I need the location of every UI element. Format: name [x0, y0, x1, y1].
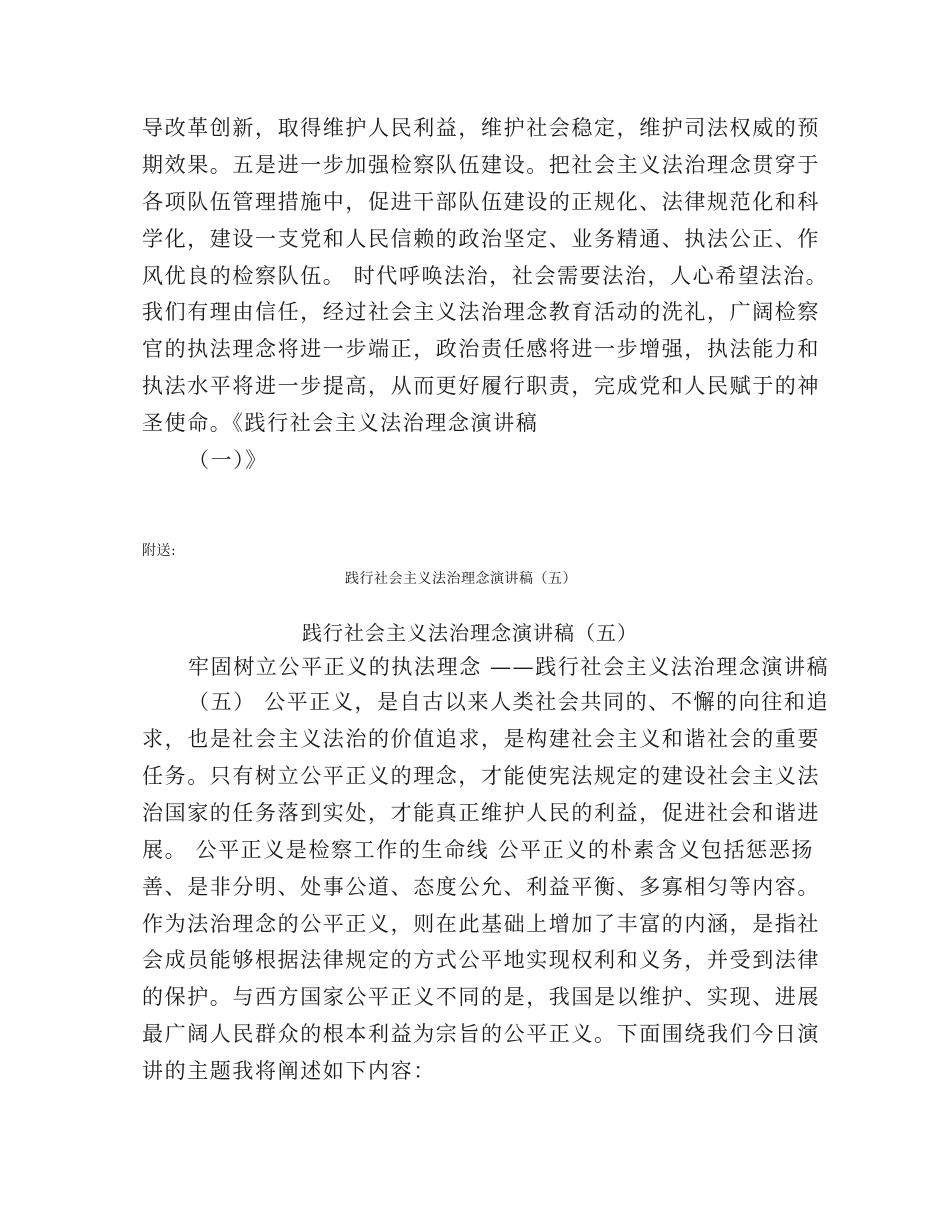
paragraph-line: 官的执法理念将进一步端正，政治责任感将进一步增强，执法能力和 — [142, 337, 820, 361]
paragraph-line: 我们有理由信任，经过社会主义法治理念教育活动的洗礼，广阔检察 — [142, 300, 820, 324]
paragraph-line: 期效果。五是进一步加强检察队伍建设。把社会主义法治理念贯穿于 — [142, 153, 820, 177]
paragraph-line: 任务。只有树立公平正义的理念，才能使宪法规定的建设社会主义法 — [142, 764, 820, 788]
paragraph-line: 讲的主题我将阐述如下内容： — [142, 1059, 436, 1083]
paragraph-line: （一）》 — [188, 448, 268, 472]
appendix-title: 践行社会主义法治理念演讲稿（五） — [302, 621, 638, 645]
paragraph-line: 执法水平将进一步提高，从而更好履行职责，完成党和人民赋于的神 — [142, 374, 820, 398]
paragraph-line: 牢固树立公平正义的执法理念 ——践行社会主义法治理念演讲稿 — [188, 655, 830, 679]
paragraph-line: 善、是非分明、处事公道、态度公允、利益平衡、多寡相匀等内容。 — [142, 875, 820, 899]
paragraph-line: （五） 公平正义，是自古以来人类社会共同的、不懈的向往和追 — [188, 690, 830, 714]
paragraph-line: 导改革创新，取得维护人民利益，维护社会稳定，维护司法权威的预 — [142, 116, 820, 140]
paragraph-line: 会成员能够根据法律规定的方式公平地实现权利和义务，并受到法律 — [142, 948, 820, 972]
paragraph-line: 学化，建设一支党和人民信赖的政治坚定、业务精通、执法公正、作 — [142, 227, 820, 251]
appendix-label: 附送: — [142, 543, 177, 559]
paragraph-line: 治国家的任务落到实处，才能真正维护人民的利益，促进社会和谐进 — [142, 801, 820, 825]
paragraph-line: 作为法治理念的公平正义，则在此基础上增加了丰富的内涵，是指社 — [142, 912, 820, 936]
appendix-small-title: 践行社会主义法治理念演讲稿（五） — [345, 571, 577, 587]
paragraph-line: 求，也是社会主义法治的价值追求，是构建社会主义和谐社会的重要 — [142, 727, 820, 751]
paragraph-line: 最广阔人民群众的根本利益为宗旨的公平正义。下面围绕我们今日演 — [142, 1022, 820, 1046]
paragraph-line: 的保护。与西方国家公平正义不同的是，我国是以维护、实现、进展 — [142, 985, 820, 1009]
paragraph-line: 圣使命。《践行社会主义法治理念演讲稿 — [142, 411, 539, 435]
paragraph-line: 风优良的检察队伍。 时代呼唤法治，社会需要法治，人心希望法治。 — [142, 264, 829, 288]
paragraph-line: 展。 公平正义是检察工作的生命线 公平正义的朴素含义包括惩恶扬 — [142, 838, 814, 862]
paragraph-line: 各项队伍管理措施中，促进干部队伍建设的正规化、法律规范化和科 — [142, 190, 820, 214]
